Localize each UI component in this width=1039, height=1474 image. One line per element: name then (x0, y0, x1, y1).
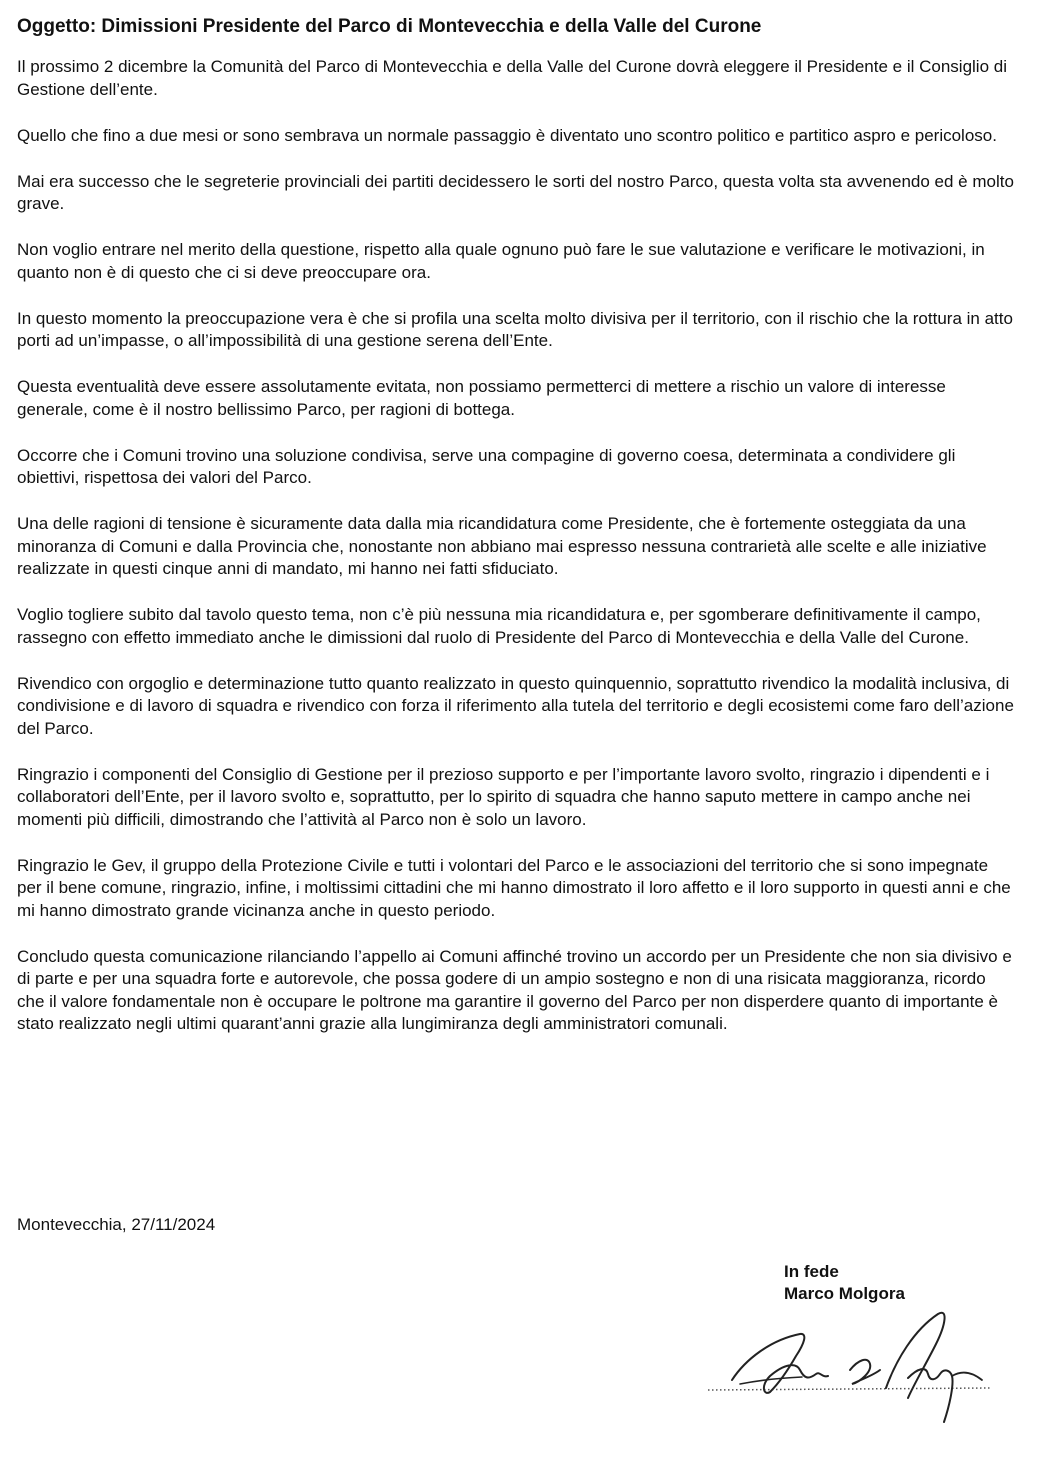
paragraph-6: Questa eventualità deve essere assolutamente evitata, non possiamo permetterci di mettere a rischio un valore di interesse generale, come è il nostro bellissimo Parco, per ragioni di bottega. (17, 377, 946, 419)
paragraph-9: Voglio togliere subito dal tavolo questo tema, non c’è più nessuna mia ricandidatura e, per sgomberare definitivamente il campo, rassegno con effetto immediato anche le dimissioni dal ruolo di Presidente del Parco di Montevecchia e della Valle del Curone. (17, 605, 981, 647)
paragraph-11: Ringrazio i componenti del Consiglio di Gestione per il prezioso supporto e per l’importante lavoro svolto, ringrazio i dipendenti e i collaboratori dell’Ente, per il lavoro svolto e, soprattutto, per lo spirito di squadra che hanno saputo mettere in campo anche nei momenti più difficili, dimostrando che l’attività al Parco non è solo un lavoro. (17, 764, 990, 829)
paragraph-12: Ringrazio le Gev, il gruppo della Protezione Civile e tutti i volontari del Parco e le associazioni del territorio che si sono impegnate per il bene comune, ringrazio, infine, i moltissimi cittadini che mi hanno dimostrato il loro affetto e il loro supporto in questi anni e che mi hanno dimostrato grande vicinanza anche in questo periodo. (17, 855, 1011, 920)
letter-body (17, 56, 1017, 1036)
letter-page (17, 14, 1017, 1059)
paragraph-8: Una delle ragioni di tensione è sicuramente data dalla mia ricandidatura come Presidente, che è fortemente osteggiata da una minoranza di Comuni e dalla Provincia che, nonostante non abbiano mai espresso nessuna contrarietà alle scelte e alle iniziative realizzate in questi cinque anni di mandato, mi hanno nei fatti sfiduciato. (17, 514, 987, 578)
paragraph-3: Mai era successo che le segreterie provinciali dei partiti decidessero le sorti del nostro Parco, questa volta sta avvenendo ed è molto grave. (17, 171, 1014, 213)
place-date: Montevecchia, 27/11/2024 (17, 1215, 216, 1234)
paragraph-2: Quello che fino a due mesi or sono sembrava un normale passaggio è diventato uno scontro politico e partitico aspro e pericoloso. (17, 125, 997, 145)
paragraph-7: Occorre che i Comuni trovino una soluzione condivisa, serve una compagine di governo coesa, determinata a condividere gli obiettivi, rispettosa dei valori del Parco. (17, 445, 956, 487)
letter-subject: Oggetto: Dimissioni Presidente del Parco di Montevecchia e della Valle del Curone (17, 16, 762, 37)
signer-name: Marco Molgora (784, 1284, 905, 1303)
handwritten-signature (700, 1300, 1000, 1430)
paragraph-4: Non voglio entrare nel merito della questione, rispetto alla quale ognuno può fare le sue valutazione e verificare le motivazioni, in quanto non è di questo che ci si deve preoccupare ora. (17, 240, 985, 282)
paragraph-13: Concludo questa comunicazione rilanciando l’appello ai Comuni affinché trovino un accordo per un Presidente che non sia divisivo e di parte e per una squadra forte e autorevole, che possa godere di un ampio sostegno e non di una risicata maggioranza, ricordo che il valore fondamentale non è occupare le poltrone ma garantire il governo del Parco per non disperdere quanto di importante è stato realizzato negli ultimi quarant’anni grazie alla lungimiranza degli amministratori comunali. (17, 946, 1012, 1033)
closing-block (784, 1261, 905, 1305)
paragraph-5: In questo momento la preoccupazione vera è che si profila una scelta molto divisiva per il territorio, con il rischio che la rottura in atto porti ad un’impasse, o all’impossibilità di una gestione serena dell’Ente. (17, 308, 1013, 350)
closing-salutation: In fede (784, 1262, 839, 1281)
paragraph-1: Il prossimo 2 dicembre la Comunità del Parco di Montevecchia e della Valle del Curone dovrà eleggere il Presidente e il Consiglio di Gestione dell’ente. (17, 57, 1007, 99)
paragraph-10: Rivendico con orgoglio e determinazione tutto quanto realizzato in questo quinquennio, soprattutto rivendico la modalità inclusiva, di condivisione e di lavoro di squadra e rivendico con forza il riferimento alla tutela del territorio e degli ecosistemi come faro dell’azione del Parco. (17, 673, 1014, 738)
